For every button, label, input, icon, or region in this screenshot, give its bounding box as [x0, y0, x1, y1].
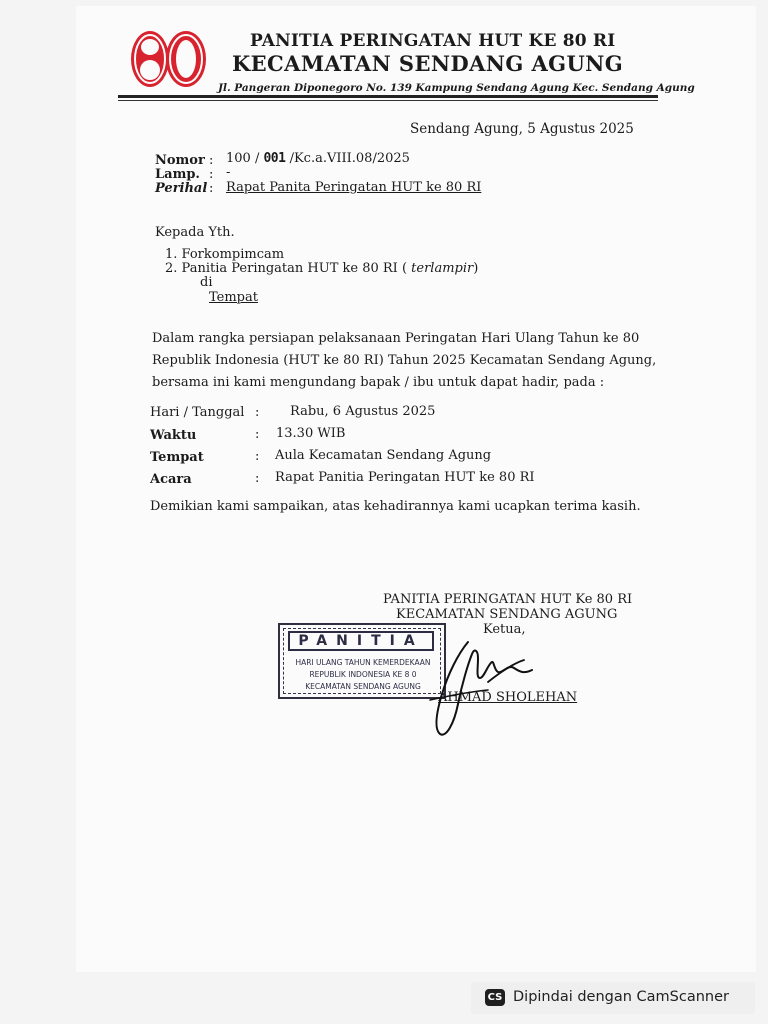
recipient-item-1: 1. Forkompimcam — [165, 247, 285, 262]
letterhead-subtitle: KECAMATAN SENDANG AGUNG — [232, 51, 624, 76]
handwritten-signature — [428, 634, 558, 738]
camscanner-watermark — [471, 982, 755, 1014]
nomor-label: Nomor — [155, 153, 205, 168]
nomor-prefix: 100 / — [226, 151, 260, 166]
body-line-2: Republik Indonesia (HUT ke 80 RI) Tahun 2025 Kecamatan Sendang Agung, — [152, 353, 657, 368]
detail-value-date: Rabu, 6 Agustus 2025 — [290, 404, 436, 419]
recipient-item-2: 2. Panitia Peringatan HUT ke 80 RI ( terlampir) — [165, 261, 479, 276]
nomor-value — [226, 151, 410, 166]
hut-80-logo — [128, 28, 208, 90]
panitia-stamp — [278, 623, 446, 699]
signature-org-line-1: PANITIA PERINGATAN HUT Ke 80 RI — [383, 592, 633, 607]
lamp-value: - — [226, 165, 231, 180]
lamp-label: Lamp. — [155, 167, 200, 182]
detail-value-event: Rapat Panitia Peringatan HUT ke 80 RI — [275, 470, 535, 485]
closing-text: Demikian kami sampaikan, atas kehadirannya kami ucapkan terima kasih. — [150, 499, 641, 514]
recipient-greeting: Kepada Yth. — [155, 225, 235, 240]
camscanner-label: Dipindai dengan CamScanner — [513, 989, 730, 1005]
perihal-label: Perihal — [155, 181, 208, 196]
stamp-line-2: REPUBLIK INDONESIA KE 8 0 — [309, 670, 417, 679]
signature-name: AHMAD SHOLEHAN — [438, 690, 578, 705]
document-page — [76, 6, 756, 972]
body-line-3: bersama ini kami mengundang bapak / ibu untuk dapat hadir, pada : — [152, 375, 605, 390]
stamp-line-1: HARI ULANG TAHUN KEMERDEKAAN — [295, 658, 431, 667]
letterhead-address: Jl. Pangeran Diponegoro No. 139 Kampung Sendang Agung Kec. Sendang Agung — [218, 82, 695, 94]
stamp-line-3: KECAMATAN SENDANG AGUNG — [305, 682, 421, 691]
lamp-colon: : — [209, 167, 214, 182]
place-date: Sendang Agung, 5 Agustus 2025 — [410, 121, 634, 137]
detail-value-place: Aula Kecamatan Sendang Agung — [275, 448, 492, 463]
nomor-handwritten: 001 — [263, 151, 286, 166]
body-line-1: Dalam rangka persiapan pelaksanaan Peringatan Hari Ulang Tahun ke 80 — [152, 331, 640, 346]
recipient-tempat: Tempat — [209, 290, 258, 305]
letterhead-rule-thick — [118, 95, 658, 98]
detail-colon: : — [255, 427, 260, 442]
detail-label-place: Tempat — [150, 450, 204, 465]
signature-org-line-2: KECAMATAN SENDANG AGUNG — [396, 607, 618, 622]
detail-colon: : — [255, 449, 260, 464]
letterhead-title: PANITIA PERINGATAN HUT KE 80 RI — [250, 31, 616, 51]
detail-label-time: Waktu — [150, 428, 197, 443]
signature-role: Ketua, — [483, 622, 526, 637]
detail-label-date: Hari / Tanggal — [150, 405, 245, 420]
nomor-colon: : — [209, 153, 214, 168]
detail-colon: : — [255, 471, 260, 486]
nomor-suffix: /Kc.a.VIII.08/2025 — [289, 151, 410, 166]
detail-value-time: 13.30 WIB — [276, 426, 346, 441]
recipient-di: di — [200, 275, 213, 290]
camscanner-icon: CS — [485, 989, 505, 1006]
perihal-colon: : — [209, 181, 214, 196]
perihal-value: Rapat Panita Peringatan HUT ke 80 RI — [226, 180, 482, 195]
letterhead-rule-thin — [118, 100, 658, 101]
stamp-word: PANITIA — [288, 631, 434, 651]
detail-label-event: Acara — [150, 472, 192, 487]
detail-colon: : — [255, 405, 260, 420]
